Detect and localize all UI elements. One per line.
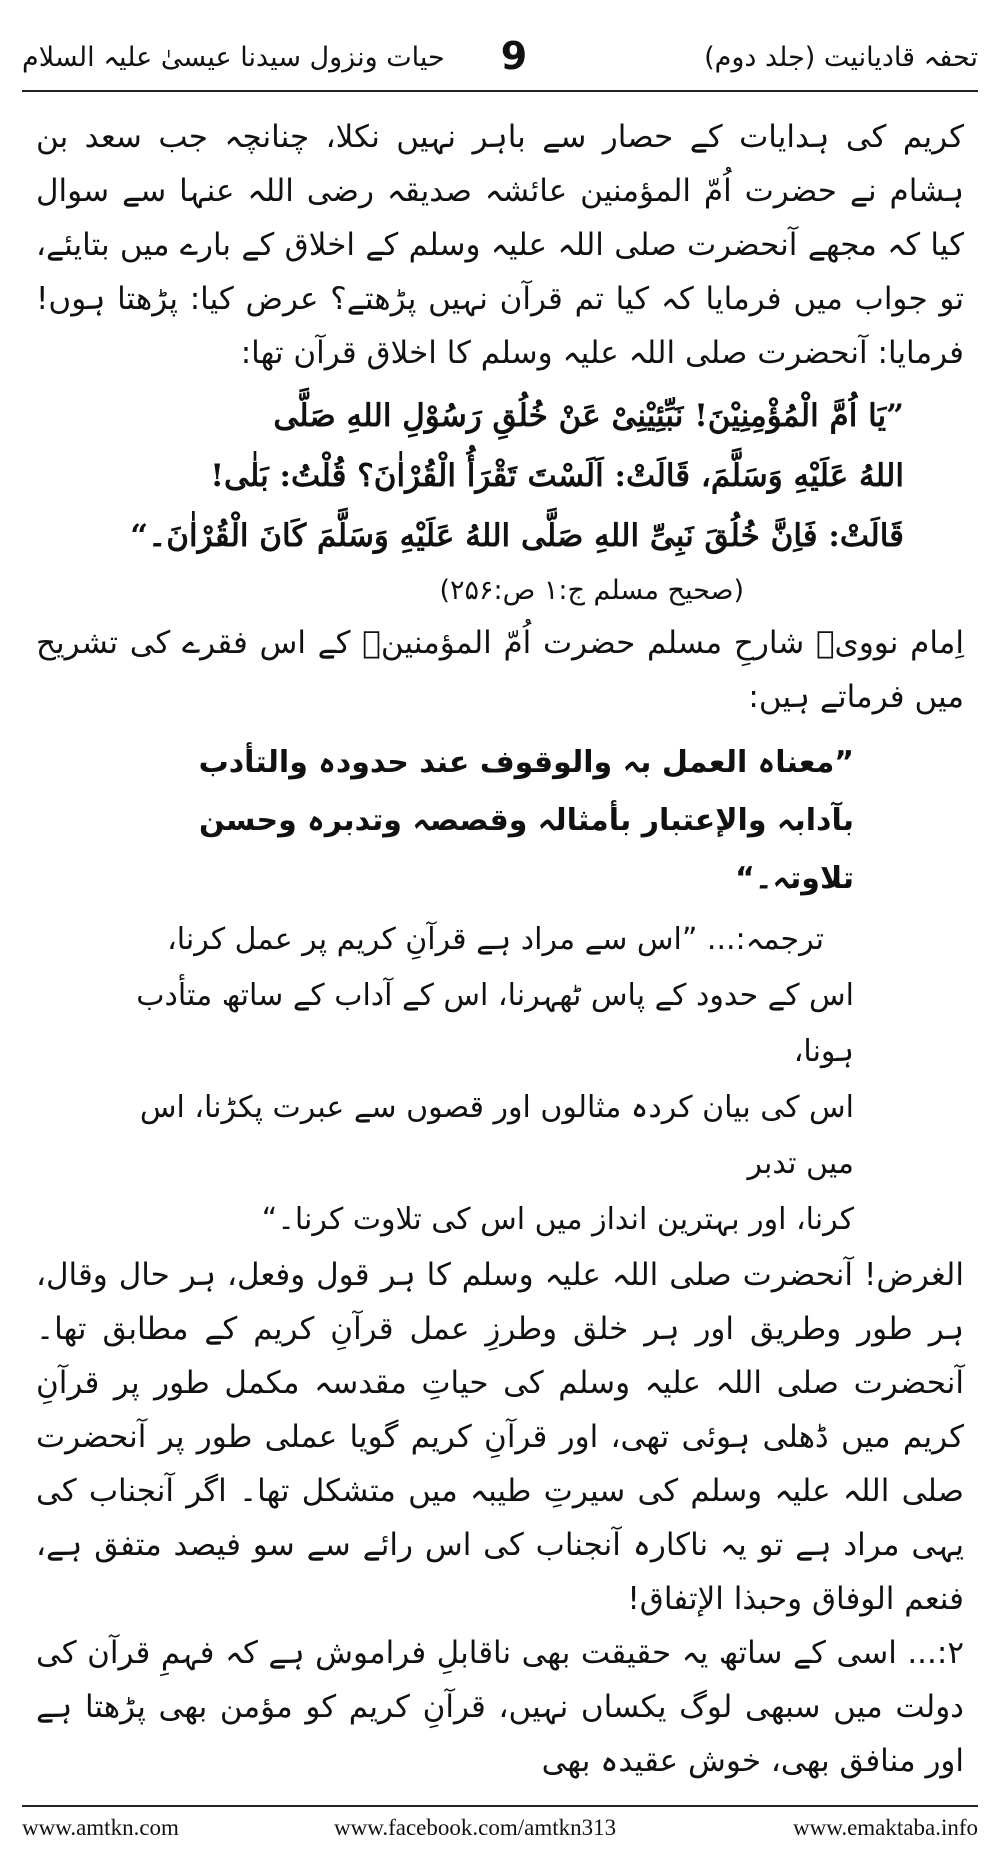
paragraph-4: ۲:... اسی کے ساتھ یہ حقیقت بھی ناقابلِ فراموش ہے کہ فہمِ قرآن کی دولت میں سبھی لوگ یکساں نہیں، قرآنِ کریم کو مؤمن بھی پڑھتا ہے اور منافق بھی، خوش عقیدہ بھی (36, 1635, 964, 1779)
arabic-line: ”معناہ العمل بہ والوقوف عند حدودہ والتأدب (198, 745, 854, 780)
page-body (36, 110, 964, 1788)
translation-line: اس کی بیان کردہ مثالوں اور قصوں سے عبرت پکڑنا، اس میں تدبر (139, 1090, 854, 1181)
paragraph-1: کریم کی ہدایات کے حصار سے باہر نہیں نکلا، چنانچہ جب سعد بن ہشام نے حضرت اُمّ المؤمنین عائشہ صدیقہ رضی اللہ عنہا سے سوال کیا کہ مجھے آنحضرت صلی اللہ علیہ وسلم کے اخلاق کے بارے میں بتایئے، تو جواب میں فرمایا کہ کیا تم قرآن نہیں پڑھتے؟ عرض کیا: پڑھتا ہوں! فرمایا: آنحضرت صلی اللہ علیہ وسلم کا اخلاق قرآن تھا: (36, 119, 964, 371)
arabic-commentary-quote (36, 734, 964, 908)
book-title: تحفہ قادیانیت (جلد دوم) (704, 42, 978, 73)
page-header (22, 34, 978, 86)
paragraph-2: اِمام نوویؒ شارحِ مسلم حضرت اُمّ المؤمنینؓ کے اس فقرے کی تشریح میں فرماتے ہیں: (36, 625, 964, 715)
hadith-quote (36, 386, 964, 566)
translation-block (36, 912, 964, 1248)
translation-line: کرنا، اور بہترین انداز میں اس کی تلاوت کرنا۔“ (261, 1202, 854, 1237)
hadith-line: قَالَتْ: فَاِنَّ خُلُقَ نَبِیِّ اللهِ صَلَّی اللهُ عَلَیْهِ وَسَلَّمَ کَانَ الْقُرْاٰنَ۔“ (130, 518, 904, 554)
arabic-line: بآدابہ والإعتبار بأمثالہ وقصصہ وتدبرہ وحسن تلاوتہ۔“ (198, 803, 854, 896)
chapter-title: حیات ونزول سیدنا عیسیٰ علیہ السلام (22, 42, 445, 73)
page-footer (22, 1815, 978, 1845)
footer-link-emaktaba[interactable]: www.emaktaba.info (793, 1815, 978, 1840)
paragraph-3: الغرض! آنحضرت صلی اللہ علیہ وسلم کا ہر قول وفعل، ہر حال وقال، ہر طور وطریق اور ہر خلق وطرزِ عمل قرآنِ کریم کے مطابق تھا۔ آنحضرت صلی اللہ علیہ وسلم کی حیاتِ مقدسہ مکمل طور پر قرآنِ کریم میں ڈھلی ہوئی تھی، اور قرآنِ کریم گویا عملی طور پر آنحضرت صلی اللہ علیہ وسلم کی سیرتِ طیبہ میں متشکل تھا۔ اگر آنجناب کی یہی مراد ہے تو یہ ناکارہ آنجناب کی اس رائے سے سو فیصد متفق ہے، فنعم الوفاق وحبذا الإتفاق! (36, 1257, 964, 1617)
page-number: 9 (500, 34, 528, 78)
hadith-line: اللهُ عَلَیْهِ وَسَلَّمَ، قَالَتْ: اَلَسْتَ تَقْرَأُ الْقُرْاٰنَ؟ قُلْتُ: بَلٰی! (210, 458, 904, 494)
footer-link-facebook[interactable]: www.facebook.com/amtkn313 (334, 1815, 617, 1840)
hadith-reference: (صحیح مسلم ج:۱ ص:۲۵۶) (439, 575, 744, 606)
header-rule (22, 90, 978, 92)
translation-line: ترجمہ:... ”اس سے مراد ہے قرآنِ کریم پر عمل کرنا، (167, 922, 824, 957)
footer-link-amtkn[interactable]: www.amtkn.com (22, 1815, 179, 1840)
translation-line: اس کے حدود کے پاس ٹھہرنا، اس کے آداب کے ساتھ متأدب ہونا، (136, 978, 854, 1069)
hadith-line: ”یَا اُمَّ الْمُؤْمِنِیْنَ! نَبِّئِیْنِیْ عَنْ خُلُقِ رَسُوْلِ اللهِ صَلَّی (273, 398, 904, 434)
footer-rule (22, 1805, 978, 1807)
